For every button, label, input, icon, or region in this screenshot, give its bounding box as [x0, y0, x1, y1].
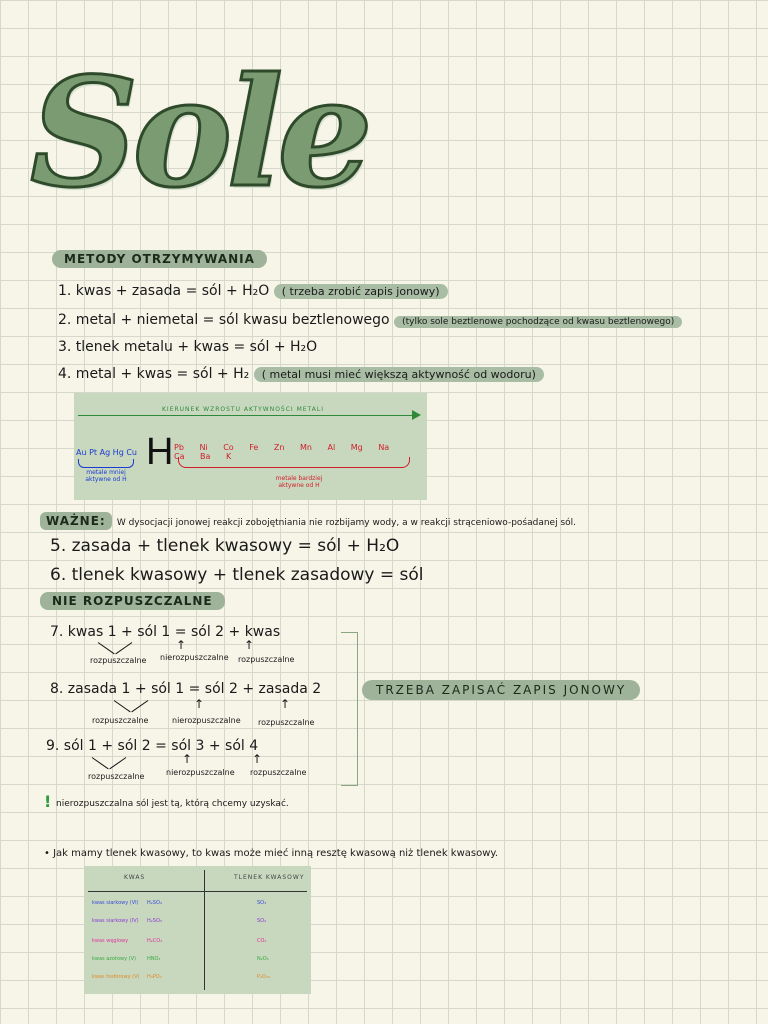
important-text: W dysocjacji jonowej reakcji zobojętniania nie rozbijamy wody, a w reakcji strąceniowo-pośadanej sól.	[116, 518, 577, 528]
reaction-8: 8. zasada 1 + sól 1 = sól 2 + zasada 2	[50, 681, 322, 697]
reaction-9: 9. sól 1 + sól 2 = sól 3 + sól 4	[46, 738, 259, 754]
page-title: Sole	[30, 45, 367, 221]
table-divider	[204, 870, 205, 990]
reaction-9-label-3: rozpuszczalne	[250, 768, 307, 777]
metal-symbol: Ni	[199, 443, 208, 452]
arrow-down-icon	[114, 700, 148, 714]
table-divider	[88, 891, 307, 892]
arrow-up-icon: ↑	[280, 697, 291, 711]
metal-symbol: K	[225, 452, 232, 461]
reaction-8-label-3: rozpuszczalne	[258, 718, 315, 727]
exclamation-icon: !	[44, 792, 52, 811]
metal-symbol: Mg	[350, 443, 363, 452]
method-1-note: ( trzeba zrobić zapis jonowy)	[274, 284, 448, 299]
reactions-bracket	[341, 632, 358, 786]
metal-symbol: Na	[378, 443, 390, 452]
metal-symbol: Ba	[200, 452, 211, 461]
method-4-note: ( metal musi mieć większą aktywność od wodoru)	[254, 367, 544, 382]
section-label-insoluble: NIE ROZPUSZCZALNE	[40, 592, 225, 610]
reaction-7: 7. kwas 1 + sól 1 = sól 2 + kwas	[50, 624, 281, 640]
footnote: nierozpuszczalna sól jest tą, którą chcemy uzyskać.	[56, 799, 289, 809]
arrow-head-icon	[412, 410, 421, 420]
acid-oxide-table: KWAS TLENEK KWASOWY kwas siarkowy (VI) H₂SO₄ SO₃ kwas siarkowy (IV) H₂SO₃ SO₂ kwas węglowy H₂CO₃ CO₂ kwas azotowy (V) HNO₃ N₂O₅ kwas fosforowy (V) H₃PO₄ P₄O₁₀	[84, 866, 311, 994]
arrow-up-icon: ↑	[252, 752, 263, 766]
reaction-8-label-1: rozpuszczalne	[92, 716, 149, 725]
active-brace	[178, 457, 410, 468]
arrow-down-icon	[92, 757, 126, 771]
arrow-up-icon: ↑	[182, 752, 193, 766]
arrow-down-icon	[98, 642, 132, 656]
reaction-7-label-2: nierozpuszczalne	[160, 653, 229, 662]
important-label: WAŻNE:	[40, 512, 112, 530]
noble-caption: metale mniej aktywne od H	[85, 469, 127, 483]
table-header-acid: KWAS	[124, 874, 146, 881]
activity-arrow	[78, 415, 418, 416]
activity-direction-label: KIERUNEK WZROSTU AKTYWNOŚCI METALI	[162, 406, 324, 413]
metal-activity-series	[74, 393, 427, 500]
arrow-up-icon: ↑	[244, 638, 255, 652]
method-6: 6. tlenek kwasowy + tlenek zasadowy = sól	[50, 565, 424, 585]
method-3: 3. tlenek metalu + kwas = sól + H₂O	[58, 339, 318, 355]
tip-text: • Jak mamy tlenek kwasowy, to kwas może mieć inną resztę kwasową niż tlenek kwasowy.	[44, 848, 499, 859]
method-1: 1. kwas + zasada = sól + H₂O ( trzeba zrobić zapis jonowy)	[58, 283, 448, 299]
table-header-oxide: TLENEK KWASOWY	[234, 874, 305, 881]
section-label-methods: METODY OTRZYMYWANIA	[52, 250, 267, 268]
reaction-9-label-1: rozpuszczalne	[88, 772, 145, 781]
hydrogen-symbol: H	[146, 431, 174, 473]
metal-symbol: Pb	[174, 443, 184, 452]
metal-symbol: Zn	[273, 443, 285, 452]
ionic-note: TRZEBA ZAPISAĆ ZAPIS JONOWY	[362, 680, 640, 700]
reaction-8-label-2: nierozpuszczalne	[172, 716, 241, 725]
metal-symbol: Al	[327, 443, 336, 452]
method-4: 4. metal + kwas = sól + H₂ ( metal musi mieć większą aktywność od wodoru)	[58, 366, 544, 382]
noble-metals: Au Pt Ag Hg Cu	[76, 448, 137, 457]
metal-symbol: Mn	[300, 443, 312, 452]
metal-symbol: Co	[223, 443, 234, 452]
arrow-up-icon: ↑	[194, 697, 205, 711]
arrow-up-icon: ↑	[176, 638, 187, 652]
metal-symbol: Ca	[174, 452, 185, 461]
method-5: 5. zasada + tlenek kwasowy = sól + H₂O	[50, 536, 400, 556]
reaction-7-label-3: rozpuszczalne	[238, 655, 295, 664]
important-note	[40, 510, 576, 529]
reaction-7-label-1: rozpuszczalne	[90, 656, 147, 665]
active-caption: metale bardziej aktywne od H	[275, 475, 323, 489]
method-2: 2. metal + niemetal = sól kwasu beztlenowego (tylko sole beztlenowe pochodzące od kwasu beztlenowego)	[58, 312, 682, 328]
noble-brace	[78, 459, 134, 468]
metal-symbol: Fe	[249, 443, 259, 452]
reaction-9-label-2: nierozpuszczalne	[166, 768, 235, 777]
method-2-note: (tylko sole beztlenowe pochodzące od kwasu beztlenowego)	[394, 316, 682, 328]
